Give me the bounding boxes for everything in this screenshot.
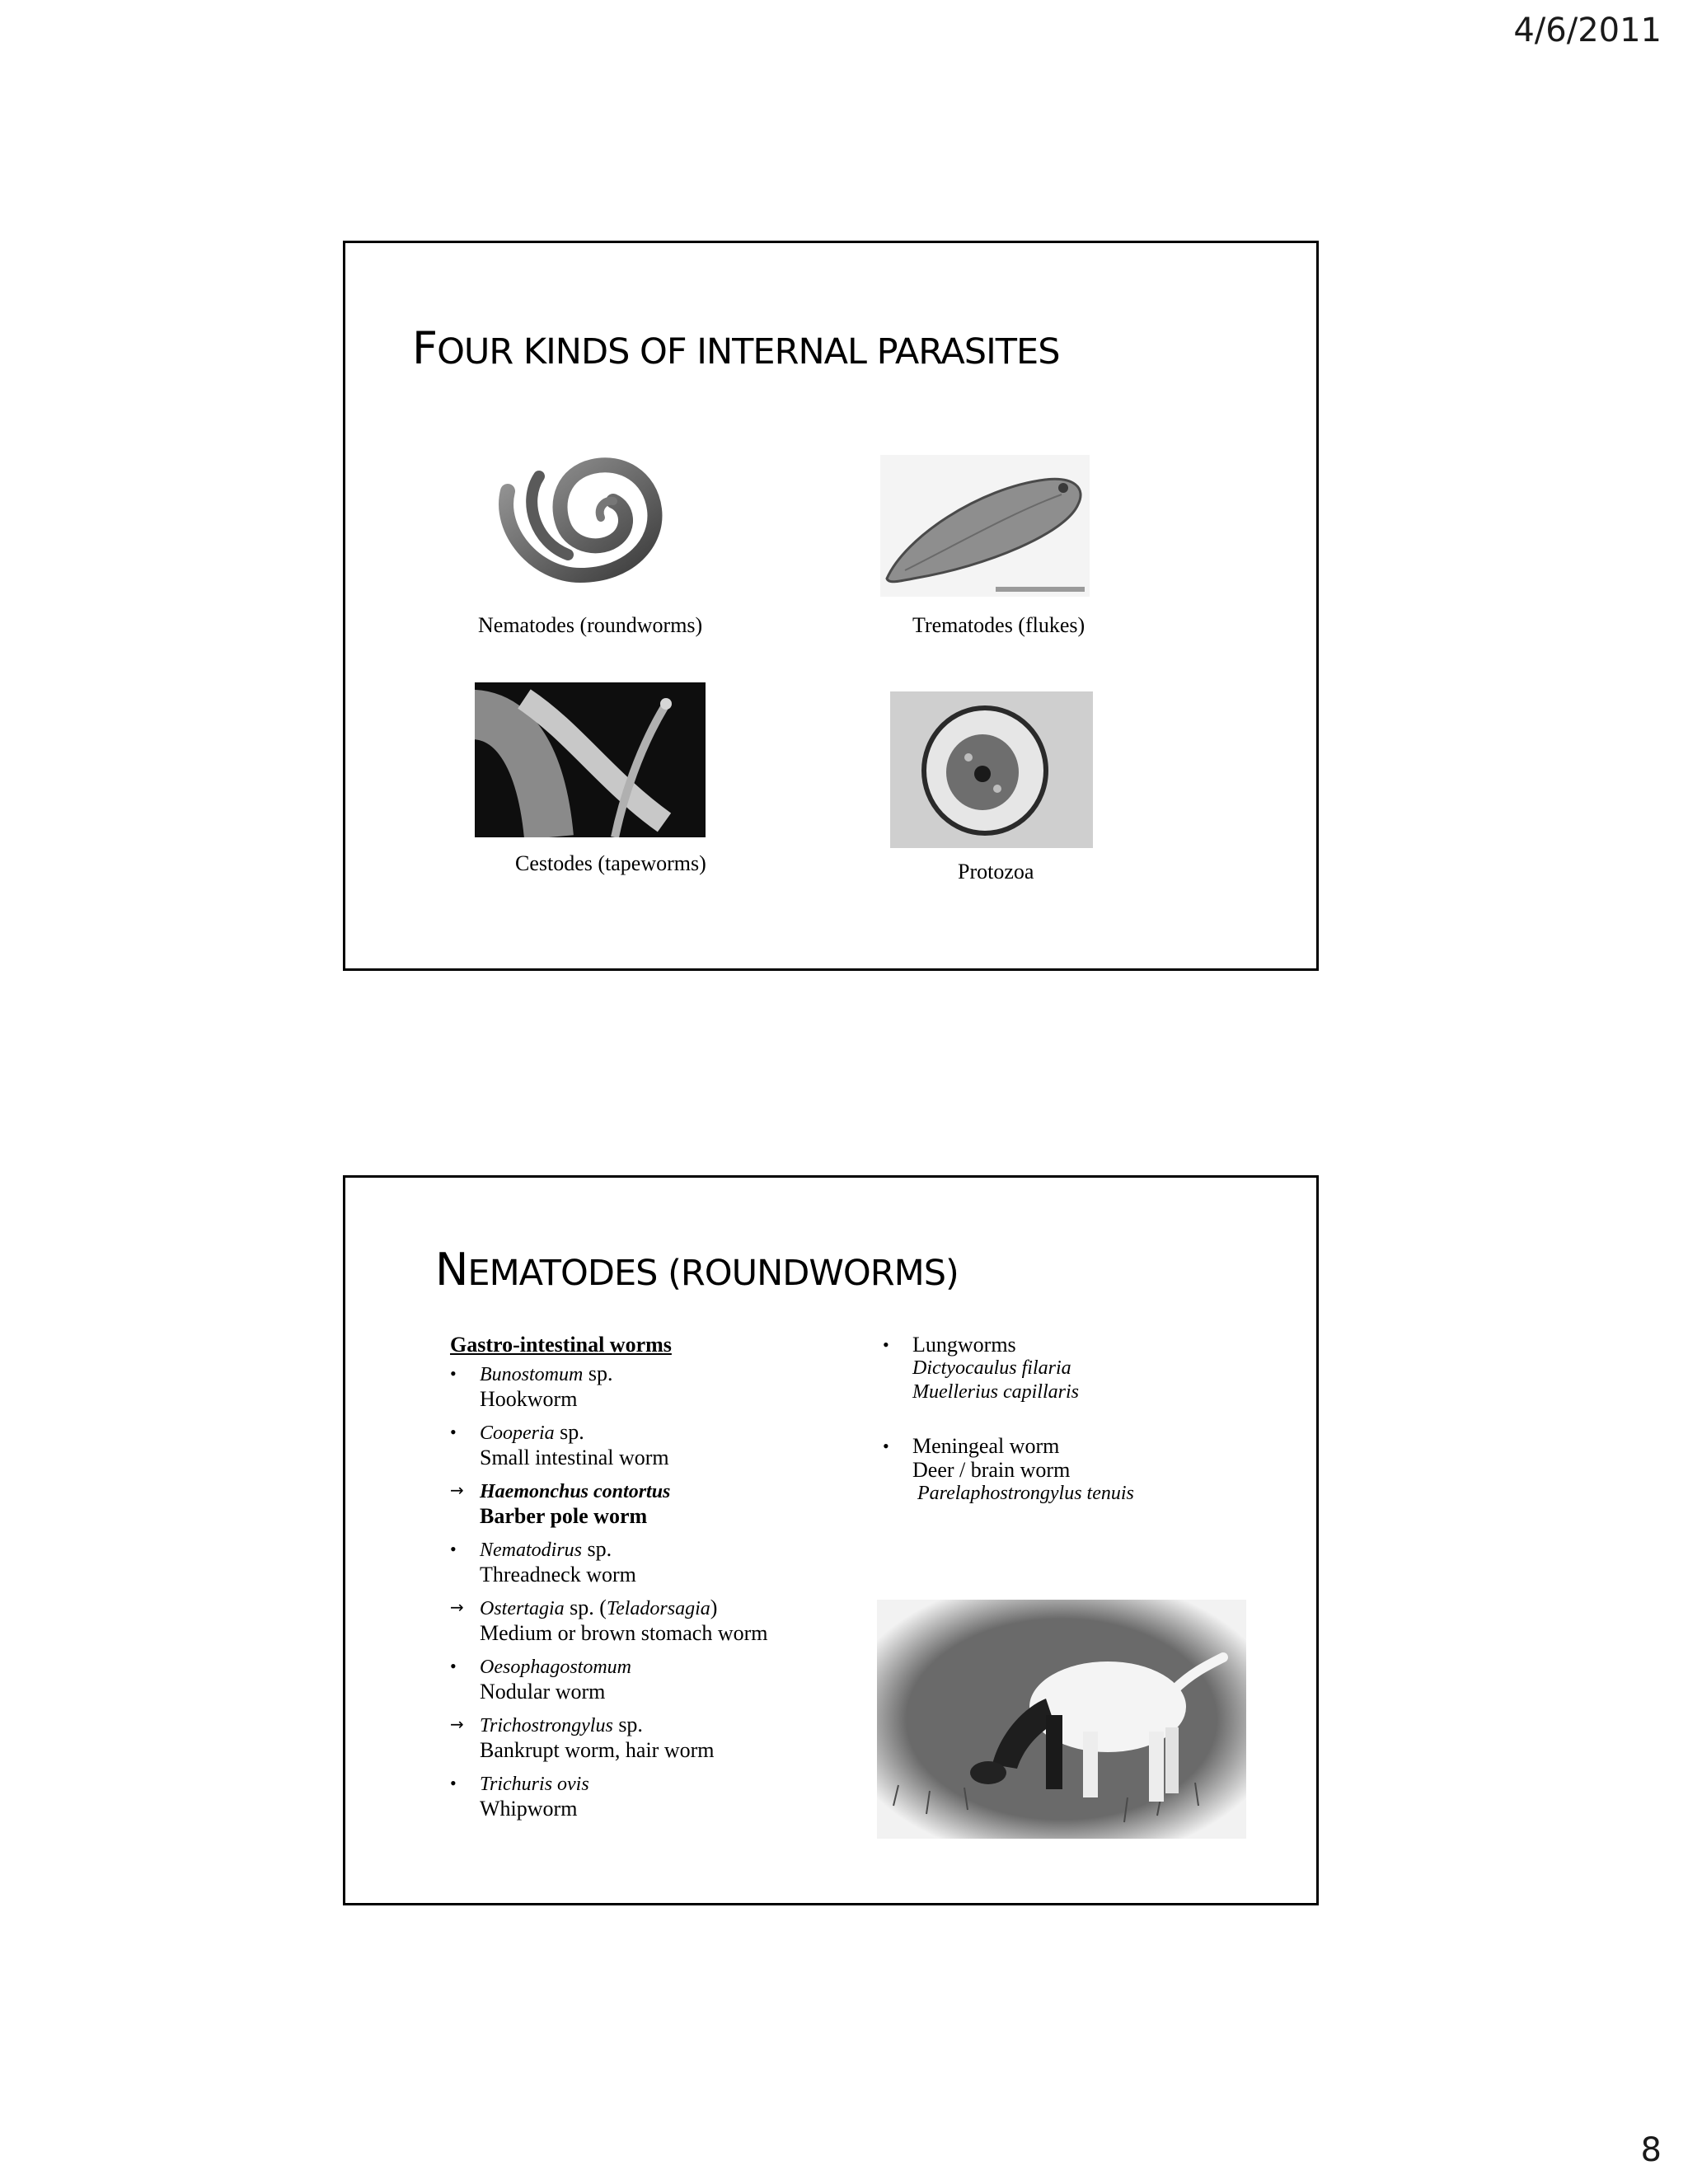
slide-title: FOUR KINDS OF INTERNAL PARASITES	[412, 322, 1060, 374]
cestode-image	[475, 682, 706, 837]
list-item: → Haemonchus contortus Barber pole worm	[450, 1480, 671, 1528]
list-heading: Gastro-intestinal worms	[450, 1333, 672, 1357]
slide-title: NEMATODES (ROUNDWORMS)	[435, 1244, 959, 1296]
gastrointestinal-worms-list	[450, 1333, 813, 1830]
list-item: • Meningeal worm Deer / brain worm Parelaphostrongylus tenuis	[883, 1434, 1134, 1504]
slide-four-kinds-parasites	[343, 241, 1319, 971]
goat-photo	[877, 1600, 1246, 1839]
list-item: • Bunostomum sp. Hookworm	[450, 1361, 613, 1411]
list-item: → Trichostrongylus sp. Bankrupt worm, hair worm	[450, 1713, 715, 1762]
list-item: • Nematodirus sp. Threadneck worm	[450, 1537, 636, 1586]
list-item: • Lungworms Dictyocaulus filaria Muellerius capillaris	[883, 1333, 1079, 1403]
nematode-image	[490, 452, 676, 590]
list-item: • Cooperia sp. Small intestinal worm	[450, 1420, 669, 1469]
list-item: • Oesophagostomum Nodular worm	[450, 1656, 631, 1704]
other-worms-list	[883, 1333, 1245, 1515]
caption-nematodes: Nematodes (roundworms)	[478, 613, 703, 637]
trematode-image	[880, 455, 1090, 597]
page-date: 4/6/2011	[1513, 12, 1662, 49]
caption-trematodes: Trematodes (flukes)	[912, 613, 1085, 637]
list-item: • Trichuris ovis Whipworm	[450, 1773, 589, 1821]
list-item: → Ostertagia sp. (Teladorsagia) Medium or brown stomach worm	[450, 1596, 768, 1645]
caption-cestodes: Cestodes (tapeworms)	[515, 851, 706, 875]
caption-protozoa: Protozoa	[958, 860, 1034, 883]
protozoa-image	[890, 691, 1093, 848]
slide-nematodes	[343, 1175, 1319, 1905]
page-number: 8	[1640, 2131, 1662, 2169]
